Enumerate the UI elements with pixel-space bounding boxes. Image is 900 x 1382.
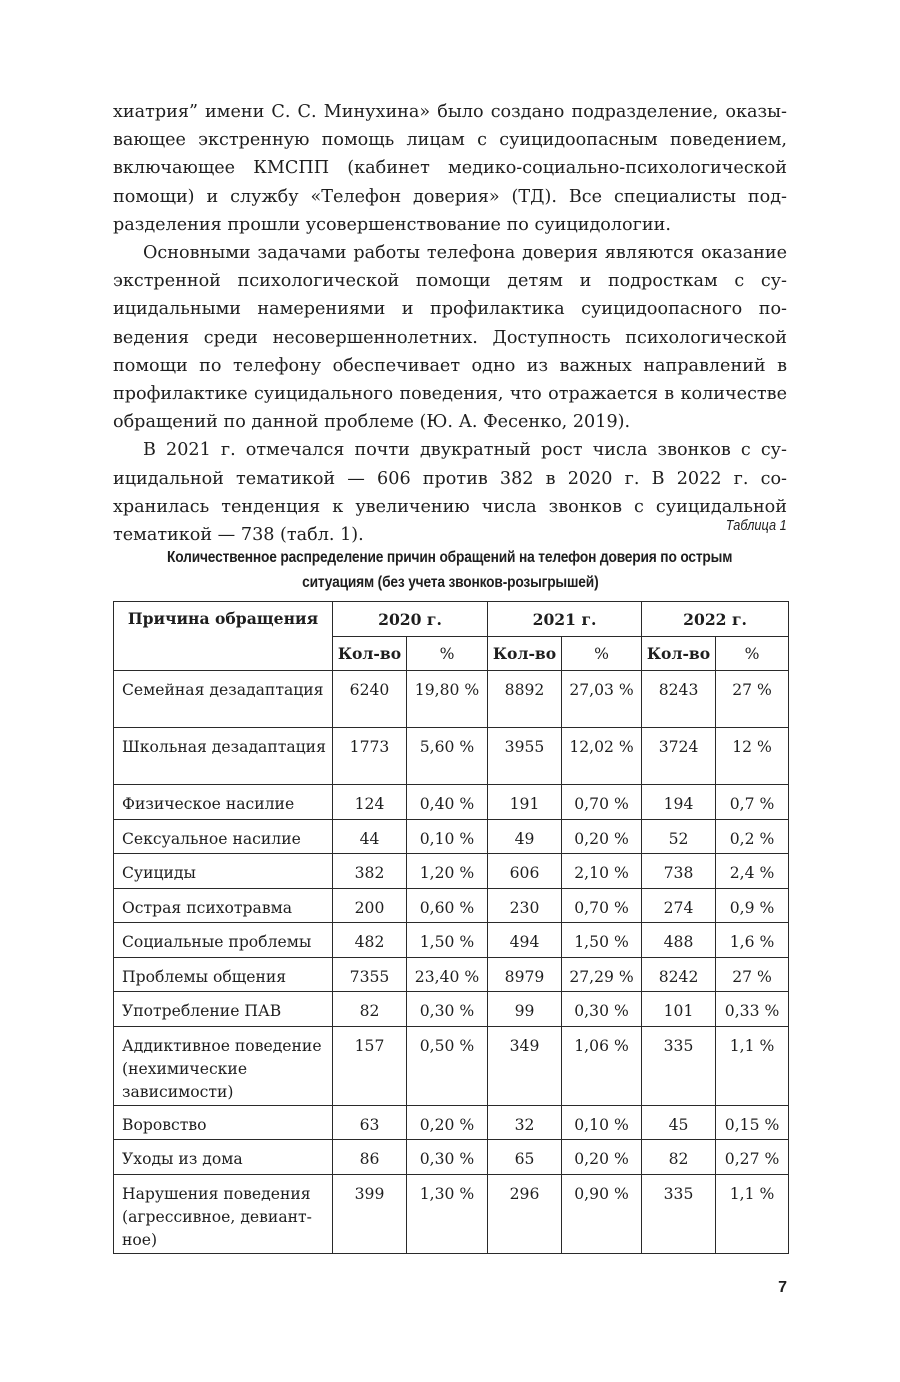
table-title-line: Количественное распределение причин обращений на телефон доверия по острым — [167, 549, 733, 566]
table-row — [114, 923, 789, 958]
table-row — [114, 671, 789, 728]
count-cell: 8979 — [488, 958, 562, 992]
count-cell: 738 — [642, 854, 716, 889]
cause-cell: Аддиктивное поведение (нехимические зависимости) — [114, 1027, 333, 1106]
cause-cell: Нарушения поведения (агрессивное, девиантное) — [114, 1175, 333, 1254]
count-cell: 101 — [642, 992, 716, 1027]
table-row — [114, 1106, 789, 1140]
count-cell: 399 — [333, 1175, 407, 1254]
table-row — [114, 728, 789, 785]
page-number: 7 — [778, 1279, 787, 1296]
percent-cell: 12 % — [716, 728, 789, 785]
count-cell: 3955 — [488, 728, 562, 785]
paragraph: В 2021 г. отмечался почти двукратный рост числа звонков с суицидальной тематикой — 606 против 382 в 2020 г. В 2022 г. сохранилась тенденция к увеличению числа звонков с суицидальной тематикой — 738 (табл. 1). — [113, 440, 787, 546]
count-cell: 6240 — [333, 671, 407, 728]
count-cell: 8892 — [488, 671, 562, 728]
table-row — [114, 785, 789, 820]
header-count: Кол-во — [333, 637, 407, 671]
header-percent: % — [562, 637, 642, 671]
percent-cell: 19,80 % — [407, 671, 488, 728]
percent-cell: 1,50 % — [562, 923, 642, 958]
percent-cell: 0,30 % — [407, 1140, 488, 1175]
percent-cell: 27,03 % — [562, 671, 642, 728]
percent-cell: 0,30 % — [562, 992, 642, 1027]
percent-cell: 0,40 % — [407, 785, 488, 820]
count-cell: 494 — [488, 923, 562, 958]
percent-cell: 0,10 % — [562, 1106, 642, 1140]
table-row — [114, 854, 789, 889]
count-cell: 349 — [488, 1027, 562, 1106]
percent-cell: 0,9 % — [716, 889, 789, 923]
percent-cell: 0,90 % — [562, 1175, 642, 1254]
count-cell: 606 — [488, 854, 562, 889]
count-cell: 65 — [488, 1140, 562, 1175]
cause-cell: Семейная дезадаптация — [114, 671, 333, 728]
cause-cell: Суициды — [114, 854, 333, 889]
table-row — [114, 1027, 789, 1106]
body-text — [113, 98, 787, 549]
percent-cell: 0,2 % — [716, 820, 789, 854]
count-cell: 274 — [642, 889, 716, 923]
count-cell: 44 — [333, 820, 407, 854]
count-cell: 488 — [642, 923, 716, 958]
header-year: 2022 г. — [642, 602, 789, 637]
count-cell: 7355 — [333, 958, 407, 992]
percent-cell: 0,70 % — [562, 889, 642, 923]
count-cell: 482 — [333, 923, 407, 958]
count-cell: 3724 — [642, 728, 716, 785]
count-cell: 49 — [488, 820, 562, 854]
header-count: Кол-во — [642, 637, 716, 671]
data-table — [113, 601, 789, 1254]
percent-cell: 27 % — [716, 671, 789, 728]
table-row — [114, 1175, 789, 1254]
percent-cell: 0,33 % — [716, 992, 789, 1027]
count-cell: 191 — [488, 785, 562, 820]
cause-cell: Уходы из дома — [114, 1140, 333, 1175]
header-year: 2020 г. — [333, 602, 488, 637]
percent-cell: 23,40 % — [407, 958, 488, 992]
count-cell: 86 — [333, 1140, 407, 1175]
count-cell: 230 — [488, 889, 562, 923]
count-cell: 52 — [642, 820, 716, 854]
cause-cell: Физическое насилие — [114, 785, 333, 820]
cause-cell: Употребление ПАВ — [114, 992, 333, 1027]
count-cell: 1773 — [333, 728, 407, 785]
percent-cell: 1,20 % — [407, 854, 488, 889]
count-cell: 157 — [333, 1027, 407, 1106]
cause-cell: Школьная дезадаптация — [114, 728, 333, 785]
percent-cell: 2,4 % — [716, 854, 789, 889]
count-cell: 8243 — [642, 671, 716, 728]
header-cause: Причина обращения — [114, 602, 333, 671]
table-row — [114, 1140, 789, 1175]
header-percent: % — [716, 637, 789, 671]
percent-cell: 0,20 % — [562, 1140, 642, 1175]
table-row — [114, 992, 789, 1027]
count-cell: 382 — [333, 854, 407, 889]
count-cell: 124 — [333, 785, 407, 820]
percent-cell: 0,15 % — [716, 1106, 789, 1140]
percent-cell: 0,20 % — [562, 820, 642, 854]
percent-cell: 0,10 % — [407, 820, 488, 854]
count-cell: 335 — [642, 1027, 716, 1106]
percent-cell: 1,6 % — [716, 923, 789, 958]
percent-cell: 1,1 % — [716, 1175, 789, 1254]
percent-cell: 2,10 % — [562, 854, 642, 889]
percent-cell: 1,50 % — [407, 923, 488, 958]
percent-cell: 0,30 % — [407, 992, 488, 1027]
count-cell: 296 — [488, 1175, 562, 1254]
table-row — [114, 820, 789, 854]
percent-cell: 0,70 % — [562, 785, 642, 820]
percent-cell: 0,7 % — [716, 785, 789, 820]
table-label: Таблица 1 — [726, 517, 787, 534]
count-cell: 200 — [333, 889, 407, 923]
percent-cell: 0,20 % — [407, 1106, 488, 1140]
table-row — [114, 889, 789, 923]
count-cell: 335 — [642, 1175, 716, 1254]
percent-cell: 1,30 % — [407, 1175, 488, 1254]
count-cell: 99 — [488, 992, 562, 1027]
count-cell: 82 — [642, 1140, 716, 1175]
percent-cell: 27 % — [716, 958, 789, 992]
header-percent: % — [407, 637, 488, 671]
count-cell: 32 — [488, 1106, 562, 1140]
table-header-row — [114, 602, 789, 637]
count-cell: 82 — [333, 992, 407, 1027]
count-cell: 45 — [642, 1106, 716, 1140]
percent-cell: 0,27 % — [716, 1140, 789, 1175]
cause-cell: Проблемы общения — [114, 958, 333, 992]
percent-cell: 27,29 % — [562, 958, 642, 992]
table-title-line: ситуациям (без учета звонков-розыгрышей) — [301, 574, 599, 591]
paragraph: Основными задачами работы телефона доверия являются оказание экстренной психологической помощи детям и подросткам с суицидальными намерениями и профилактика суицидоопасного поведения среди несовершеннолетних. Доступность психологической помощи по телефону обеспечивает одно из важных направлений в профилактике суицидального поведения, что отражается в количестве обращений по данной проблеме (Ю. А. Фесенко, 2019). — [113, 243, 787, 433]
count-cell: 194 — [642, 785, 716, 820]
percent-cell: 0,50 % — [407, 1027, 488, 1106]
count-cell: 63 — [333, 1106, 407, 1140]
percent-cell: 12,02 % — [562, 728, 642, 785]
percent-cell: 0,60 % — [407, 889, 488, 923]
cause-cell: Социальные проблемы — [114, 923, 333, 958]
count-cell: 8242 — [642, 958, 716, 992]
header-count: Кол-во — [488, 637, 562, 671]
table-row — [114, 958, 789, 992]
cause-cell: Воровство — [114, 1106, 333, 1140]
header-year: 2021 г. — [488, 602, 642, 637]
percent-cell: 5,60 % — [407, 728, 488, 785]
paragraph: хиатрия” имени С. С. Минухина» было создано подразделение, оказывающее экстренную помощь лицам с суицидоопасным поведением, включающее КМСПП (кабинет медико-социально-психологической помощи) и службу «Телефон доверия» (ТД). Все специалисты подразделения прошли усовершенствование по суицидологии. — [113, 102, 787, 235]
cause-cell: Острая психотравма — [114, 889, 333, 923]
table-body — [114, 671, 789, 1254]
table-title — [113, 545, 787, 595]
cause-cell: Сексуальное насилие — [114, 820, 333, 854]
percent-cell: 1,06 % — [562, 1027, 642, 1106]
percent-cell: 1,1 % — [716, 1027, 789, 1106]
